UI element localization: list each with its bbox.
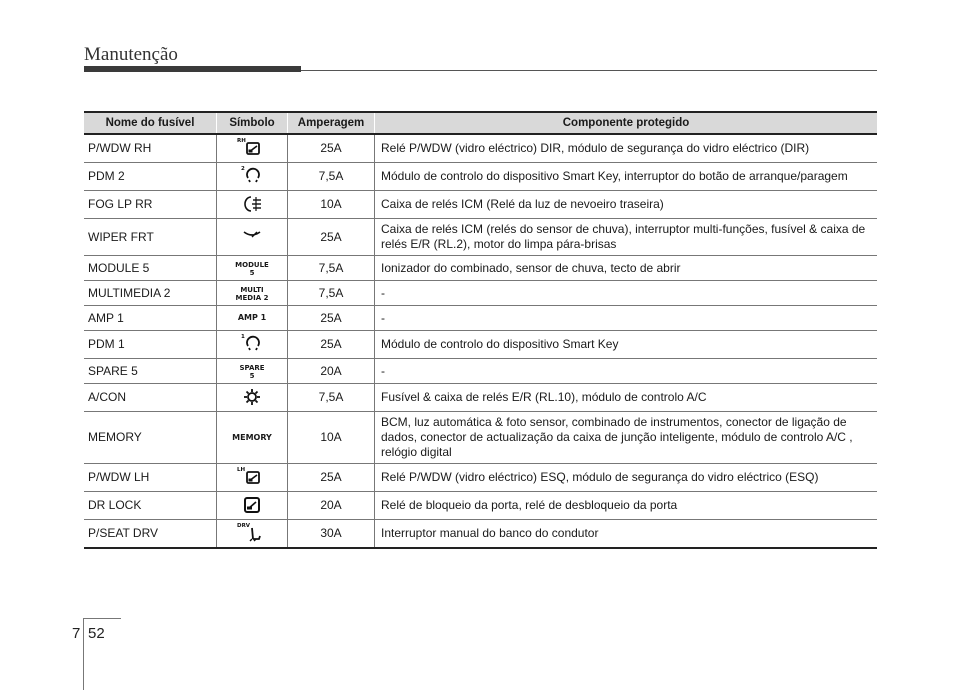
fuse-name: P/WDW RH [84, 134, 217, 163]
table-row [84, 134, 877, 163]
fuse-name: MULTIMEDIA 2 [84, 281, 217, 306]
fuse-amperage: 30A [288, 520, 375, 549]
ac-fan-icon [232, 384, 272, 406]
protected-component: Relé P/WDW (vidro eléctrico) ESQ, módulo de segurança do vidro eléctrico (ESQ) [375, 464, 878, 492]
chapter-number: 7 [72, 625, 81, 642]
table-row [84, 281, 877, 306]
page-number: 52 [88, 625, 105, 642]
symbol-tag: 1 [241, 334, 245, 340]
table-row [84, 464, 877, 492]
protected-component: - [375, 281, 878, 306]
protected-component: - [375, 306, 878, 331]
fuse-symbol [217, 191, 288, 219]
fuse-name: P/SEAT DRV [84, 520, 217, 549]
fuse-symbol [217, 384, 288, 412]
smart-key-icon [232, 331, 272, 353]
table-row [84, 520, 877, 549]
fuse-name: PDM 2 [84, 163, 217, 191]
protected-component: Módulo de controlo do dispositivo Smart Key [375, 331, 878, 359]
symbol-text: SPARE 5 [239, 364, 265, 380]
fuse-name: MEMORY [84, 412, 217, 464]
smart-key-icon [232, 163, 272, 185]
table-header-row [84, 112, 877, 134]
symbol-text: AMP 1 [237, 313, 267, 322]
window-lock-icon [232, 135, 272, 157]
fuse-symbol [217, 331, 288, 359]
header-bar [84, 66, 301, 72]
fuse-amperage: 7,5A [288, 384, 375, 412]
rear-fog-icon [232, 191, 272, 213]
symbol-label [232, 427, 272, 449]
table-row [84, 256, 877, 281]
table-row [84, 306, 877, 331]
fuse-amperage: 7,5A [288, 256, 375, 281]
page-header-title: Manutenção [84, 44, 178, 65]
col-header-name: Nome do fusível [84, 112, 217, 134]
symbol-label [235, 258, 269, 280]
fuse-symbol [217, 464, 288, 492]
fuse-symbol [217, 219, 288, 256]
footer-vertical-rule [83, 618, 84, 690]
table-row [84, 412, 877, 464]
symbol-text: MULTI MEDIA 2 [235, 286, 269, 302]
fuse-amperage: 10A [288, 191, 375, 219]
fuse-name: MODULE 5 [84, 256, 217, 281]
fuse-amperage: 20A [288, 492, 375, 520]
fuse-amperage: 7,5A [288, 163, 375, 191]
symbol-tag: RH [237, 138, 246, 144]
col-header-component: Componente protegido [375, 112, 878, 134]
fuse-amperage: 25A [288, 464, 375, 492]
protected-component: Interruptor manual do banco do condutor [375, 520, 878, 549]
table-row [84, 163, 877, 191]
fuse-amperage: 25A [288, 134, 375, 163]
table-row [84, 359, 877, 384]
fuse-symbol [217, 256, 288, 281]
fuse-amperage: 10A [288, 412, 375, 464]
seat-icon [232, 520, 272, 542]
fuse-name: AMP 1 [84, 306, 217, 331]
fuse-amperage: 7,5A [288, 281, 375, 306]
fuse-name: P/WDW LH [84, 464, 217, 492]
protected-component: - [375, 359, 878, 384]
symbol-tag: LH [237, 467, 246, 473]
symbol-text: MODULE 5 [235, 261, 269, 277]
door-lock-icon [232, 492, 272, 514]
fuse-symbol [217, 306, 288, 331]
table-row [84, 191, 877, 219]
symbol-text: MEMORY [232, 432, 272, 442]
fuse-symbol [217, 492, 288, 520]
protected-component: Caixa de relés ICM (relés do sensor de chuva), interruptor multi-funções, fusível & caixa de relés E/R (RL.2), motor do limpa pára-brisas [375, 219, 878, 256]
fuse-symbol [217, 163, 288, 191]
fuse-name: PDM 1 [84, 331, 217, 359]
col-header-amperage: Amperagem [288, 112, 375, 134]
table-row [84, 492, 877, 520]
fuse-amperage: 25A [288, 331, 375, 359]
fuse-name: A/CON [84, 384, 217, 412]
protected-component: Relé de bloqueio da porta, relé de desbloqueio da porta [375, 492, 878, 520]
table-row [84, 384, 877, 412]
fuse-symbol [217, 134, 288, 163]
fuse-table [84, 111, 877, 549]
fuse-name: DR LOCK [84, 492, 217, 520]
header-rule [301, 70, 877, 71]
col-header-symbol: Símbolo [217, 112, 288, 134]
protected-component: Caixa de relés ICM (Relé da luz de nevoeiro traseira) [375, 191, 878, 219]
symbol-label [239, 361, 264, 383]
protected-component: Relé P/WDW (vidro eléctrico) DIR, módulo de segurança do vidro eléctrico (DIR) [375, 134, 878, 163]
wiper-icon [232, 224, 272, 246]
fuse-name: SPARE 5 [84, 359, 217, 384]
protected-component: Fusível & caixa de relés E/R (RL.10), módulo de controlo A/C [375, 384, 878, 412]
table-row [84, 219, 877, 256]
fuse-name: FOG LP RR [84, 191, 217, 219]
fuse-symbol [217, 359, 288, 384]
fuse-amperage: 25A [288, 306, 375, 331]
fuse-symbol [217, 412, 288, 464]
fuse-amperage: 20A [288, 359, 375, 384]
window-lock-icon [232, 464, 272, 486]
fuse-amperage: 25A [288, 219, 375, 256]
symbol-label [236, 283, 269, 305]
symbol-tag: DRV [237, 523, 251, 529]
fuse-name: WIPER FRT [84, 219, 217, 256]
symbol-tag: 2 [241, 166, 245, 172]
symbol-label [238, 307, 266, 329]
protected-component: Módulo de controlo do dispositivo Smart Key, interruptor do botão de arranque/paragem [375, 163, 878, 191]
protected-component: Ionizador do combinado, sensor de chuva, tecto de abrir [375, 256, 878, 281]
footer-horizontal-rule [84, 618, 121, 619]
fuse-symbol [217, 281, 288, 306]
table-row [84, 331, 877, 359]
fuse-symbol [217, 520, 288, 549]
protected-component: BCM, luz automática & foto sensor, combinado de instrumentos, conector de ligação de dados, conector de actualização da caixa de junção inteligente, módulo de controlo A/C , relógio digital [375, 412, 878, 464]
